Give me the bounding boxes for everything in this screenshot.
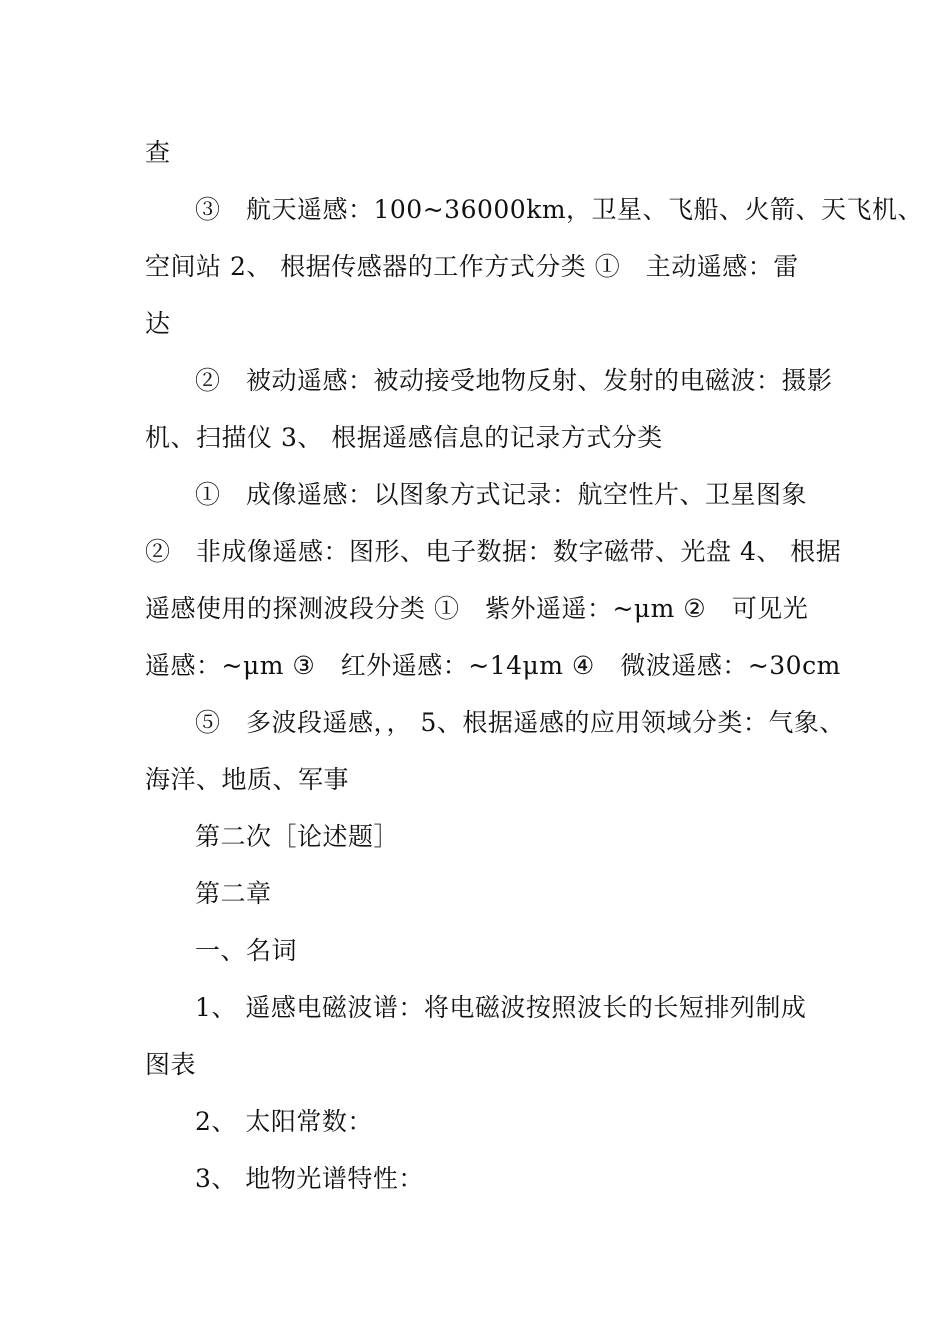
text-line: 遥感：~μm ③ 红外遥感：~14μm ④ 微波遥感：~30cm (145, 651, 841, 680)
text-line: 遥感使用的探测波段分类 ① 紫外遥遥：~μm ② 可见光 (145, 594, 809, 623)
text-line: ② 被动遥感：被动接受地物反射、发射的电磁波：摄影 (195, 366, 833, 395)
text-line: 3、 地物光谱特性： (195, 1164, 424, 1193)
text-line: 1、 遥感电磁波谱：将电磁波按照波长的长短排列制成 (195, 993, 807, 1022)
text-line: ① 成像遥感：以图象方式记录：航空性片、卫星图象 (195, 480, 808, 509)
chapter-heading: 第二章 (195, 879, 272, 908)
document-body (145, 124, 924, 1207)
text-line: 图表 (145, 1050, 197, 1079)
text-line: 查 (145, 138, 171, 167)
text-line: ③ 航天遥感：100~36000km，卫星、飞船、火箭、天飞机、 (195, 195, 924, 224)
subsection-heading: 一、名词 (195, 936, 298, 965)
text-line: 空间站 2、 根据传感器的工作方式分类 ① 主动遥感：雷 (145, 252, 799, 281)
text-line: 海洋、地质、军事 (145, 765, 350, 794)
section-heading: 第二次［论述题］ (195, 822, 400, 851)
text-line: 机、扫描仪 3、 根据遥感信息的记录方式分类 (145, 423, 663, 452)
text-line: 达 (145, 309, 171, 338)
text-line: 2、 太阳常数： (195, 1107, 373, 1136)
text-line: ⑤ 多波段遥感，， 5、根据遥感的应用领域分类：气象、 (195, 708, 845, 737)
text-line: ② 非成像遥感：图形、电子数据：数字磁带、光盘 4、 根据 (145, 537, 842, 566)
